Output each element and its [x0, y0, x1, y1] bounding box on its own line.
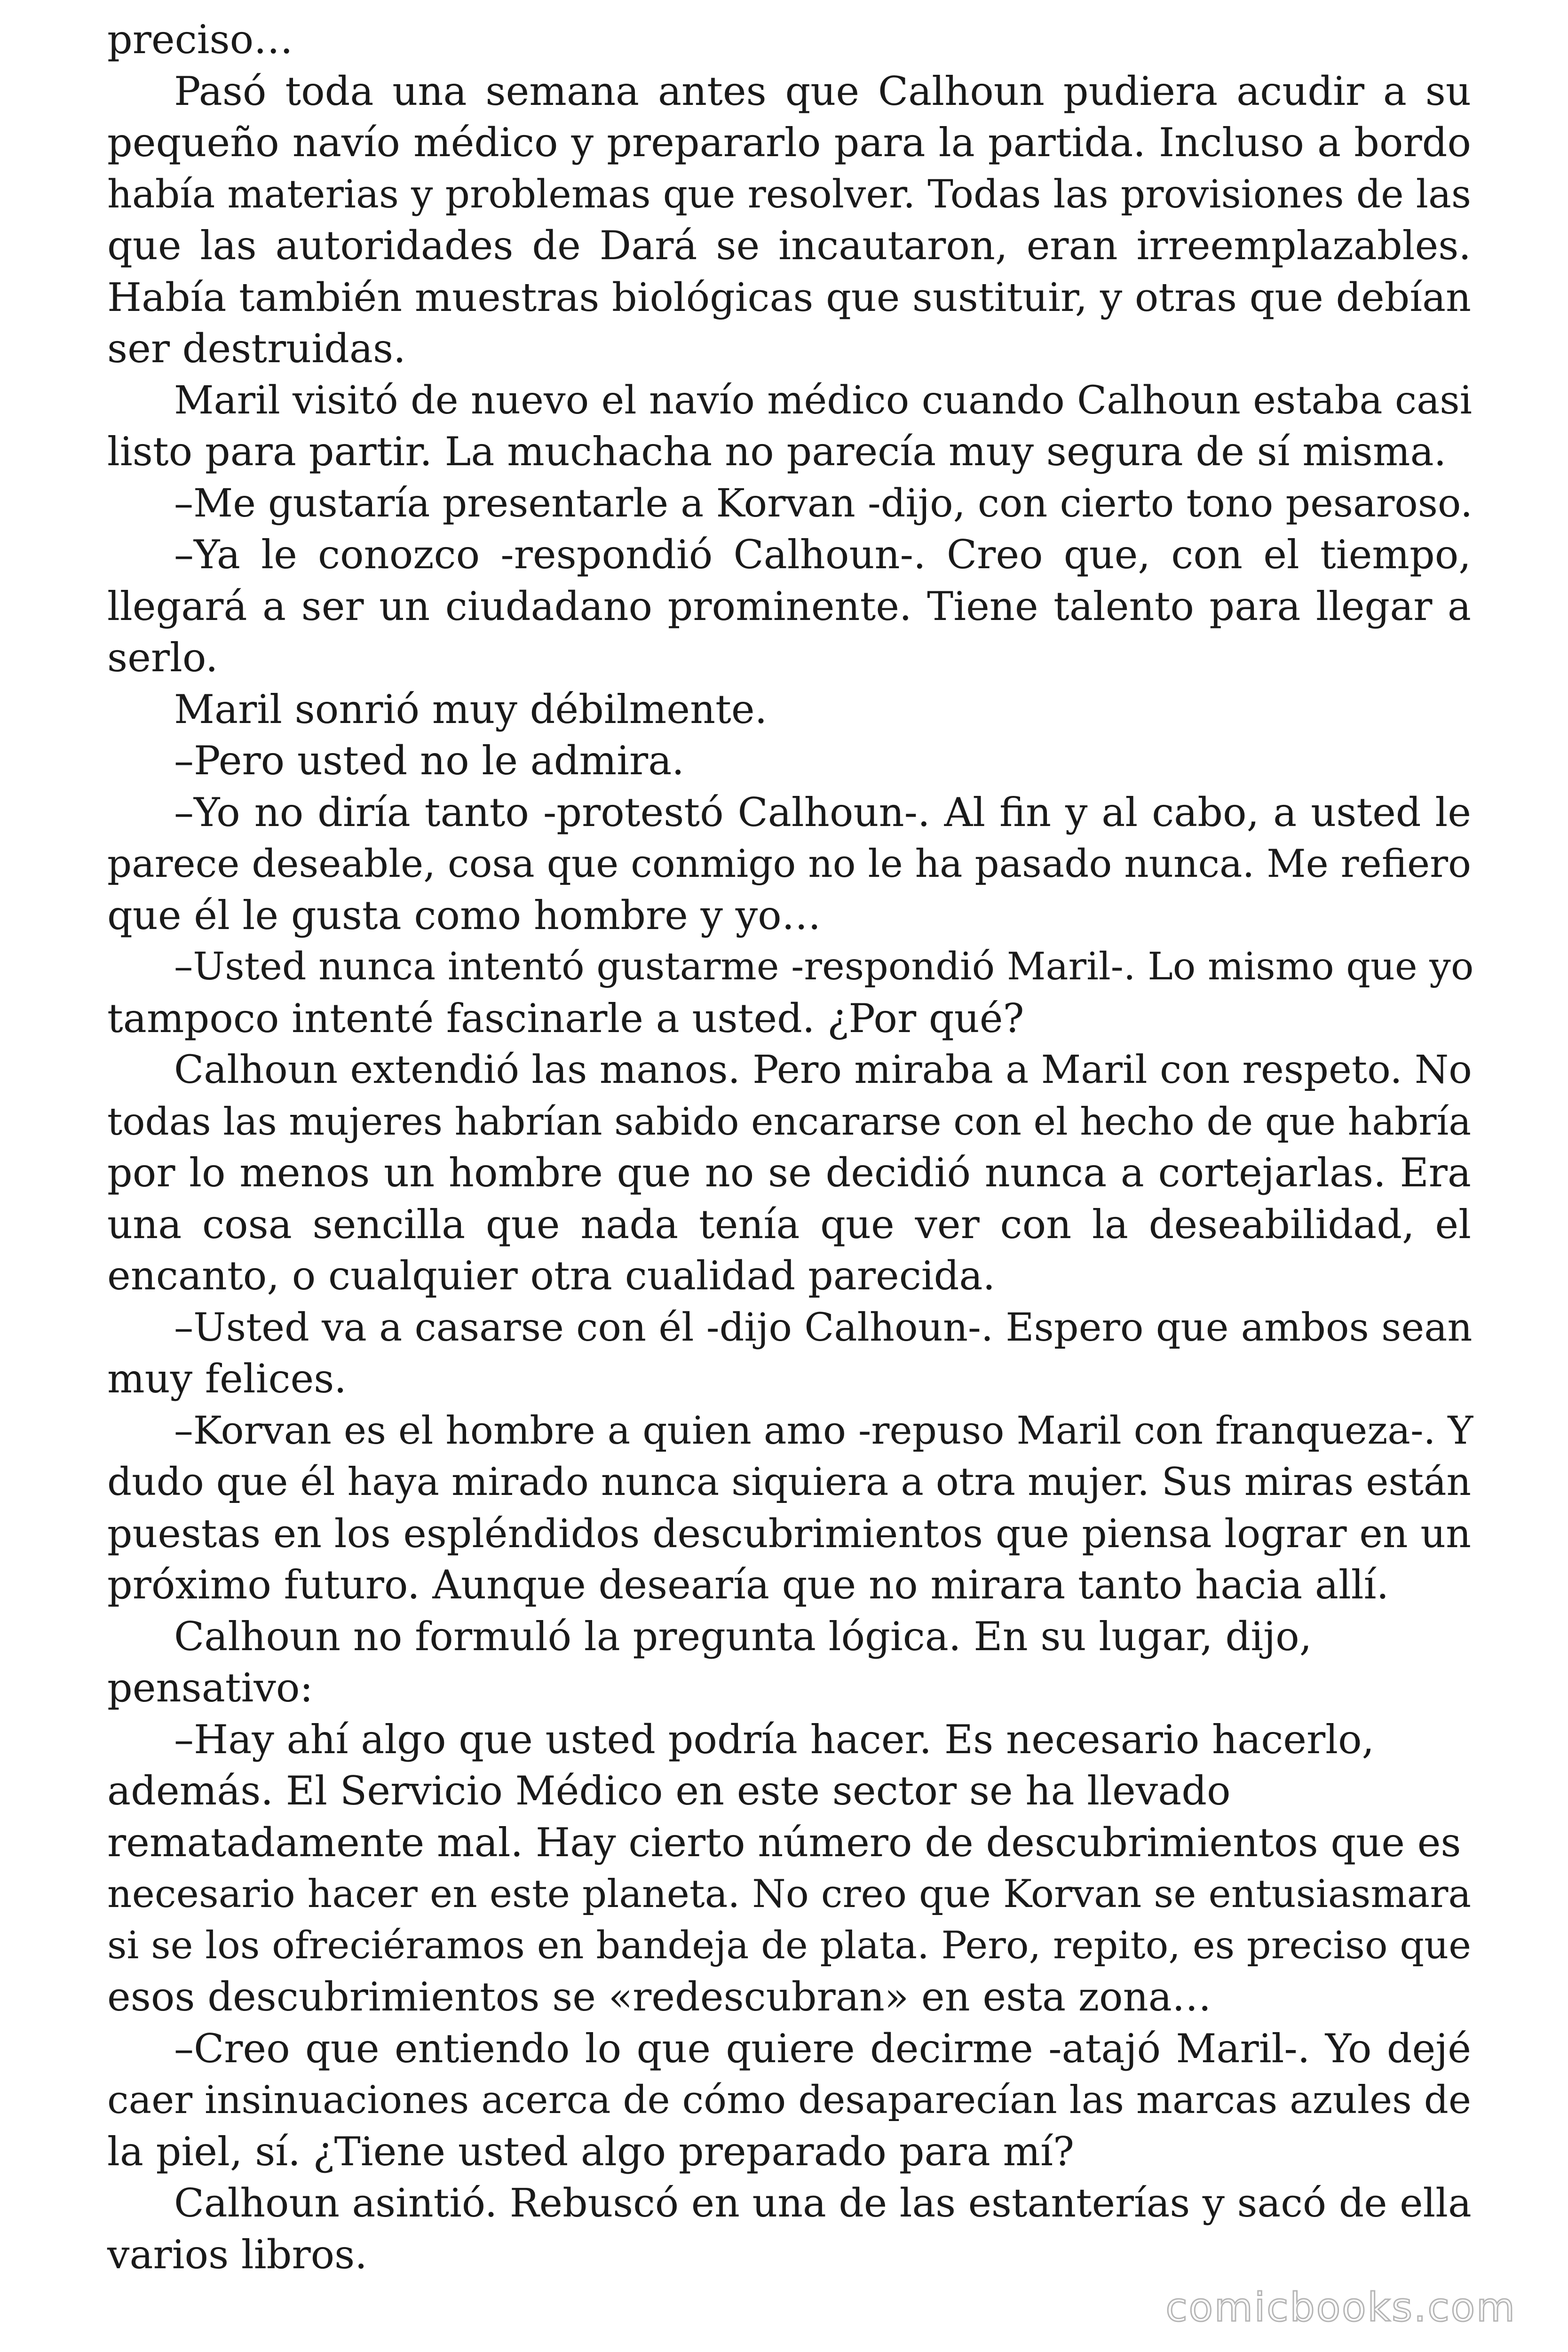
- text-line: esos descubrimientos se «redescubran» en esta zona…: [107, 1974, 1212, 2020]
- text-line: todas las mujeres habrían sabido encararse con el hecho de que habría: [107, 1099, 1471, 1144]
- text-line: la piel, sí. ¿Tiene usted algo preparado para mí?: [107, 2128, 1075, 2175]
- text-line: –Usted va a casarse con él -dijo Calhoun-. Espero que ambos sean: [174, 1304, 1473, 1350]
- text-line: Calhoun extendió las manos. Pero miraba a Maril con respeto. No: [174, 1047, 1472, 1092]
- text-line: una cosa sencilla que nada tenía que ver con la deseabilidad, el: [107, 1201, 1471, 1248]
- text-line: listo para partir. La muchacha no parecía muy segura de sí misma.: [107, 429, 1447, 475]
- text-line: rematadamente mal. Hay cierto número de descubrimientos que es: [107, 1819, 1461, 1866]
- text-line: –Creo que entiendo lo que quiere decirme -atajó Maril-. Yo dejé: [174, 2025, 1471, 2072]
- text-line: parece deseable, cosa que conmigo no le ha pasado nunca. Me refiero: [107, 842, 1471, 886]
- text-line: si se los ofreciéramos en bandeja de plata. Pero, repito, es preciso que: [107, 1923, 1471, 1968]
- text-line: muy felices.: [107, 1356, 347, 1402]
- text-line: próximo futuro. Aunque desearía que no mirara tanto hacia allí.: [107, 1562, 1389, 1608]
- text-line: Calhoun asintió. Rebuscó en una de las estanterías y sacó de ella: [174, 2180, 1472, 2226]
- text-line: pequeño navío médico y prepararlo para la partida. Incluso a bordo: [107, 119, 1471, 166]
- text-line: que las autoridades de Dará se incautaron, eran irreemplazables.: [107, 222, 1471, 269]
- watermark: comicbooks.com: [1165, 2284, 1516, 2330]
- text-line: –Pero usted no le admira.: [174, 738, 684, 784]
- text-line: –Hay ahí algo que usted podría hacer. Es necesario hacerlo,: [174, 1716, 1375, 1763]
- text-line: Calhoun no formuló la pregunta lógica. En su lugar, dijo,: [174, 1613, 1312, 1660]
- text-line: Había también muestras biológicas que sustituir, y otras que debían: [107, 274, 1471, 320]
- text-line: dudo que él haya mirado nunca siquiera a otra mujer. Sus miras están: [107, 1460, 1471, 1504]
- text-line: preciso…: [107, 16, 293, 63]
- text-line: por lo menos un hombre que no se decidió nunca a cortejarlas. Era: [107, 1150, 1471, 1196]
- text-line: además. El Servicio Médico en este sector se ha llevado: [107, 1768, 1231, 1814]
- text-line: ser destruidas.: [107, 326, 406, 372]
- text-line: llegará a ser un ciudadano prominente. Tiene talento para llegar a: [107, 583, 1471, 629]
- text-line: serlo.: [107, 635, 218, 681]
- body-text: [107, 14, 1474, 2280]
- text-line: varios libros.: [107, 2231, 367, 2278]
- text-line: –Ya le conozco -respondió Calhoun-. Creo que, con el tiempo,: [174, 532, 1471, 578]
- text-line: –Me gustaría presentarle a Korvan -dijo, con cierto tono pesaroso.: [174, 481, 1473, 526]
- text-line: puestas en los espléndidos descubrimientos que piensa lograr en un: [107, 1510, 1471, 1557]
- text-line: Pasó toda una semana antes que Calhoun pudiera acudir a su: [174, 68, 1471, 114]
- text-line: había materias y problemas que resolver. Todas las provisiones de las: [107, 172, 1471, 217]
- text-line: caer insinuaciones acerca de cómo desaparecían las marcas azules de: [107, 2078, 1471, 2122]
- text-line: pensativo:: [107, 1665, 313, 1711]
- text-line: encanto, o cualquier otra cualidad parecida.: [107, 1253, 996, 1299]
- text-line: tampoco intenté fascinarle a usted. ¿Por qué?: [107, 995, 1024, 1041]
- text-line: necesario hacer en este planeta. No creo que Korvan se entusiasmara: [107, 1872, 1471, 1916]
- text-line: –Korvan es el hombre a quien amo -repuso Maril con franqueza-. Y: [174, 1408, 1473, 1453]
- text-line: Maril visitó de nuevo el navío médico cuando Calhoun estaba casi: [174, 377, 1473, 423]
- text-line: –Yo no diría tanto -protestó Calhoun-. Al fin y al cabo, a usted le: [174, 789, 1471, 835]
- text-line: que él le gusta como hombre y yo…: [107, 892, 821, 938]
- text-line: –Usted nunca intentó gustarme -respondió Maril-. Lo mismo que yo: [174, 945, 1474, 989]
- text-line: Maril sonrió muy débilmente.: [174, 686, 768, 732]
